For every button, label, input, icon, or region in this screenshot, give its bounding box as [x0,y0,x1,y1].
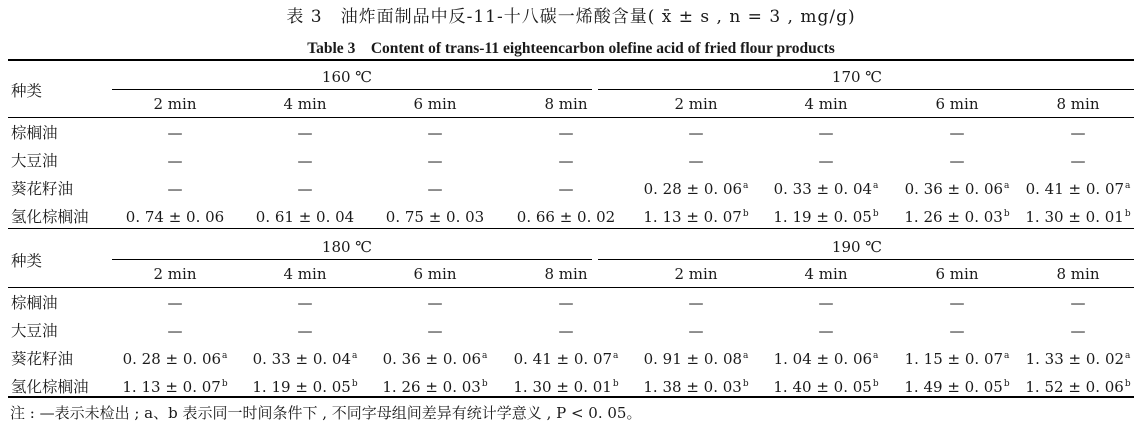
not-detected-cell [111,152,239,170]
time-header: 4 min [283,95,327,113]
cell-value: — [818,294,834,312]
not-detected-cell [1014,124,1142,142]
not-detected-cell [241,152,369,170]
not-detected-cell [502,180,630,198]
value-cell [893,180,1021,198]
not-detected-cell [893,124,1021,142]
time-header: 2 min [153,265,197,283]
not-detected-cell [502,322,630,340]
time-header: 6 min [935,265,979,283]
value-cell [502,378,630,396]
cell-value: — [427,322,443,340]
not-detected-cell [1014,322,1142,340]
value-cell [632,180,760,198]
value-cell [502,350,630,368]
cell-value: — [297,152,313,170]
cell-value: 1. 26 ± 0. 03 [904,208,1003,226]
cell-value: — [558,124,574,142]
not-detected-cell [111,180,239,198]
significance-letter: a [1125,181,1131,191]
cell-value: — [949,124,965,142]
significance-letter: b [1003,379,1010,389]
not-detected-cell [762,124,890,142]
oil-type-label: 大豆油 [11,152,58,170]
significance-letter: a [222,351,228,361]
table-mid-rule [8,228,1134,229]
value-cell [762,180,890,198]
not-detected-cell [241,124,369,142]
cell-value: — [688,124,704,142]
not-detected-cell [371,322,499,340]
cell-value: 0. 33 ± 0. 04 [252,350,352,368]
significance-letter: a [352,351,358,361]
not-detected-cell [893,322,1021,340]
cell-value: 0. 75 ± 0. 03 [385,208,485,226]
significance-letter: b [872,209,879,219]
cell-value: — [688,322,704,340]
row-header: 种类 [11,252,43,270]
time-header: 4 min [804,95,848,113]
significance-letter: a [613,351,619,361]
cell-value: 0. 28 ± 0. 06 [643,180,743,198]
value-cell [241,350,369,368]
cell-value: — [558,180,574,198]
value-cell [241,208,369,226]
significance-letter: a [873,181,879,191]
temperature-header: 160 ℃ [321,68,373,86]
oil-type-label: 棕榈油 [11,294,58,312]
not-detected-cell [241,180,369,198]
cell-value: 0. 41 ± 0. 07 [513,350,613,368]
oil-type-label: 氢化棕榈油 [11,378,89,396]
cell-value: 1. 13 ± 0. 07 [643,208,742,226]
not-detected-cell [502,294,630,312]
cell-value: 0. 74 ± 0. 06 [125,208,225,226]
cell-value: — [167,180,183,198]
oil-type-label: 氢化棕榈油 [11,208,89,226]
not-detected-cell [893,294,1021,312]
not-detected-cell [632,294,760,312]
cell-value: — [427,124,443,142]
time-header: 6 min [935,95,979,113]
value-cell [111,208,239,226]
cell-value: — [558,294,574,312]
significance-letter: b [1124,379,1131,389]
not-detected-cell [111,322,239,340]
value-cell [111,378,239,396]
table-footnote: 注 : —表示未检出 ; a、b 表示同一时间条件下 , 不同字母组间差异有统计学意义 , P < 0. 05。 [10,404,642,422]
cell-value: — [297,322,313,340]
time-header: 6 min [413,265,457,283]
value-cell [371,350,499,368]
cell-value: 0. 33 ± 0. 04 [773,180,873,198]
temperature-header: 170 ℃ [831,68,883,86]
value-cell [893,378,1021,396]
oil-type-label: 葵花籽油 [11,180,74,198]
value-cell [762,378,890,396]
not-detected-cell [632,322,760,340]
cell-value: — [427,152,443,170]
time-header: 2 min [674,265,718,283]
table-top-rule [8,59,1134,61]
value-cell [111,350,239,368]
time-header: 8 min [1056,265,1100,283]
cell-value: 1. 19 ± 0. 05 [773,208,872,226]
cell-value: — [167,294,183,312]
header-rule [8,287,1134,288]
value-cell [632,208,760,226]
value-cell [632,378,760,396]
significance-letter: a [743,351,749,361]
cell-value: — [167,124,183,142]
not-detected-cell [371,124,499,142]
not-detected-cell [111,294,239,312]
oil-type-label: 葵花籽油 [11,350,74,368]
time-header: 2 min [153,95,197,113]
cell-value: — [818,152,834,170]
group-rule [112,259,592,260]
cell-value: — [558,322,574,340]
cell-value: — [818,322,834,340]
not-detected-cell [371,294,499,312]
cell-value: 1. 33 ± 0. 02 [1025,350,1125,368]
significance-letter: a [1004,351,1010,361]
time-header: 8 min [544,265,588,283]
significance-letter: b [742,379,749,389]
time-header: 4 min [283,265,327,283]
cell-value: — [1070,152,1086,170]
cell-value: — [688,294,704,312]
cell-value: — [427,294,443,312]
value-cell [1014,378,1142,396]
cell-value: 1. 40 ± 0. 05 [773,378,872,396]
not-detected-cell [893,152,1021,170]
significance-letter: b [1124,209,1131,219]
significance-letter: a [482,351,488,361]
significance-letter: b [612,379,619,389]
cell-value: 1. 26 ± 0. 03 [382,378,481,396]
cell-value: — [297,294,313,312]
cell-value: — [1070,294,1086,312]
not-detected-cell [1014,152,1142,170]
cell-value: — [297,124,313,142]
temperature-header: 190 ℃ [831,238,883,256]
not-detected-cell [762,152,890,170]
not-detected-cell [1014,294,1142,312]
value-cell [893,350,1021,368]
cell-value: 0. 61 ± 0. 04 [255,208,355,226]
cell-value: 1. 04 ± 0. 06 [773,350,873,368]
time-header: 8 min [544,95,588,113]
cell-value: 1. 19 ± 0. 05 [252,378,351,396]
cell-value: — [818,124,834,142]
not-detected-cell [762,294,890,312]
cell-value: — [1070,322,1086,340]
significance-letter: a [743,181,749,191]
not-detected-cell [762,322,890,340]
value-cell [762,350,890,368]
cell-value: — [949,152,965,170]
cell-value: — [427,180,443,198]
cell-value: 1. 52 ± 0. 06 [1025,378,1124,396]
significance-letter: b [872,379,879,389]
value-cell [502,208,630,226]
time-header: 8 min [1056,95,1100,113]
cell-value: 0. 66 ± 0. 02 [516,208,616,226]
value-cell [371,378,499,396]
value-cell [371,208,499,226]
group-rule [598,89,1134,90]
cell-value: — [167,152,183,170]
significance-letter: b [221,379,228,389]
value-cell [1014,208,1142,226]
group-rule [112,89,592,90]
oil-type-label: 大豆油 [11,322,58,340]
not-detected-cell [371,180,499,198]
not-detected-cell [502,152,630,170]
value-cell [632,350,760,368]
cell-value: — [949,294,965,312]
cell-value: 0. 36 ± 0. 06 [904,180,1004,198]
cell-value: 0. 41 ± 0. 07 [1025,180,1125,198]
time-header: 4 min [804,265,848,283]
cell-value: — [949,322,965,340]
significance-letter: a [873,351,879,361]
header-rule [8,117,1134,118]
table-title-en: Table 3 Content of trans-11 eighteencarbon olefine acid of fried flour products [307,40,835,57]
cell-value: 1. 30 ± 0. 01 [1025,208,1124,226]
cell-value: 0. 36 ± 0. 06 [382,350,482,368]
cell-value: 1. 15 ± 0. 07 [904,350,1004,368]
cell-value: 1. 38 ± 0. 03 [643,378,742,396]
temperature-header: 180 ℃ [321,238,373,256]
not-detected-cell [371,152,499,170]
cell-value: — [558,152,574,170]
group-rule [598,259,1134,260]
not-detected-cell [632,124,760,142]
cell-value: 1. 30 ± 0. 01 [513,378,612,396]
time-header: 2 min [674,95,718,113]
cell-value: 1. 13 ± 0. 07 [122,378,221,396]
value-cell [1014,350,1142,368]
not-detected-cell [632,152,760,170]
significance-letter: a [1004,181,1010,191]
value-cell [762,208,890,226]
cell-value: 0. 28 ± 0. 06 [122,350,222,368]
significance-letter: b [481,379,488,389]
significance-letter: b [351,379,358,389]
not-detected-cell [241,322,369,340]
value-cell [1014,180,1142,198]
table-bottom-rule [8,396,1134,398]
value-cell [241,378,369,396]
cell-value: 0. 91 ± 0. 08 [643,350,743,368]
not-detected-cell [111,124,239,142]
significance-letter: b [1003,209,1010,219]
value-cell [893,208,1021,226]
significance-letter: a [1125,351,1131,361]
significance-letter: b [742,209,749,219]
cell-value: — [167,322,183,340]
oil-type-label: 棕榈油 [11,124,58,142]
cell-value: — [688,152,704,170]
table-title-cn: 表 3 油炸面制品中反-11-十八碳一烯酸含量( x̄ ± s , n = 3 , mg/g) [286,7,856,27]
row-header: 种类 [11,82,43,100]
cell-value: — [297,180,313,198]
time-header: 6 min [413,95,457,113]
cell-value: — [1070,124,1086,142]
cell-value: 1. 49 ± 0. 05 [904,378,1003,396]
not-detected-cell [241,294,369,312]
not-detected-cell [502,124,630,142]
